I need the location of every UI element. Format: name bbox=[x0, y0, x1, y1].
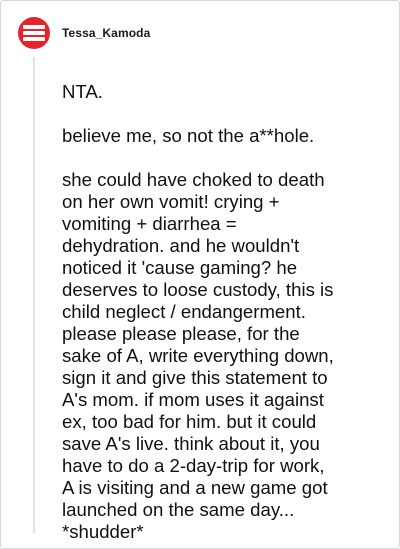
avatar-stripe bbox=[23, 25, 45, 29]
avatar[interactable] bbox=[18, 17, 50, 49]
avatar-stripe bbox=[23, 37, 45, 41]
comment-paragraph: believe me, so not the a**hole. bbox=[62, 125, 315, 146]
comment-paragraph: NTA. bbox=[62, 81, 103, 102]
avatar-stripe bbox=[23, 31, 45, 35]
comment-paragraph: she could have choked to death on her own vomit! crying + vomiting + diarrhea = dehydration. and he wouldn't noticed it 'cause gaming? he deserves to loose custody, this is child neglect / endangerment. please please please, for the sake of A, write everything down, sign it and give this statement to A's mom. if mom uses it against ex, too bad for him. but it could save A's live. think about it, you have to do a 2-day-trip for work, A is visiting and a new game got launched on the same day... *shudder* bbox=[62, 169, 334, 542]
username[interactable]: Tessa_Kamoda bbox=[62, 26, 151, 40]
comment-header bbox=[18, 16, 150, 50]
thread-line[interactable] bbox=[33, 57, 35, 533]
comment-body bbox=[62, 81, 392, 543]
